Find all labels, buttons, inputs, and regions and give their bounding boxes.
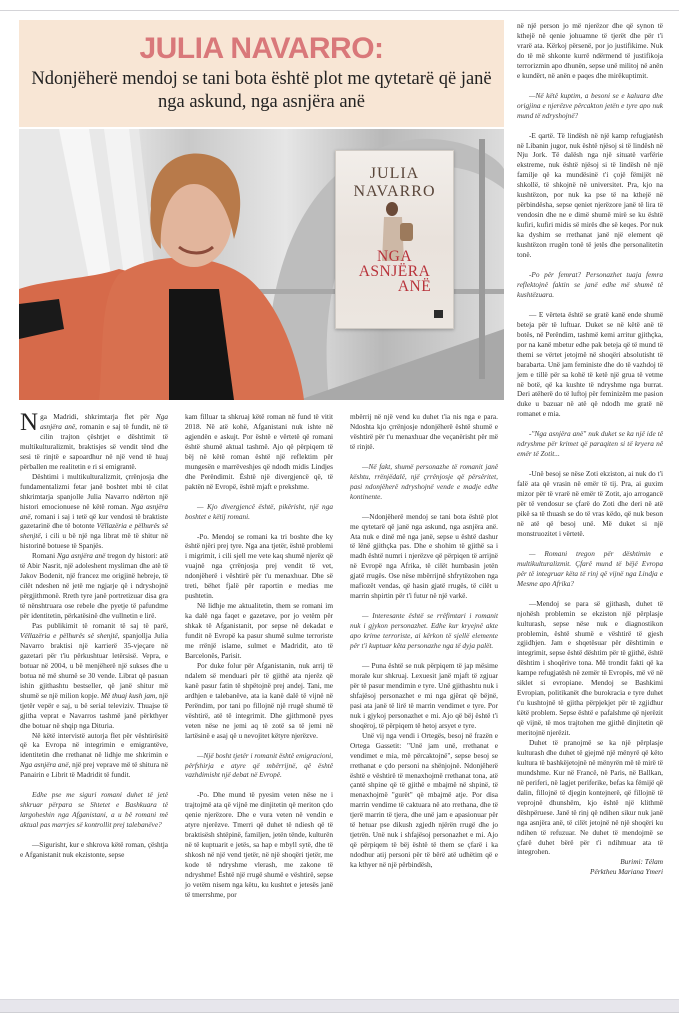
paragraph (20, 472, 168, 552)
book-author-line-2: NAVARRO (353, 183, 436, 200)
interview-question: — Kjo divergjencë është, pikërisht, një nga boshtet e këtij romani. (185, 501, 333, 521)
text: , romanin e saj të fundit, në të cilin trajton çështjet e dështimit të multikulturalizmit, braktisjes së vendit tënd dhe sesi të rinjtë e sapoardhur në një vend të huaj përballen me realitetin e ri si emigrantë. (20, 421, 168, 471)
source-credit: Burimi: Télam (620, 857, 663, 867)
interview-question: — Romani tregon për dështimin e multikulturalizmit. Çfarë mund të bëjë Evropa për të integruar këta të rinj që vijnë nga Lindja e Mesme apo Afrika? (517, 548, 663, 588)
walkway (299, 329, 504, 400)
article-column-4 (517, 21, 663, 877)
text: , spanjollja Julia Navarro braktisi një karrierë 35-vjeçare në gazetari për t'iu përkushtuar letërsisë. Vepra, e botuar në 2004, u bë menjëherë një sukses dhe u botua në më shumë se 30 vende. Librat që pasuan ishin gjithashtu bestseller, që janë shitur më shumë se një milion kopje. (20, 630, 168, 700)
article-column-3 (350, 412, 498, 870)
figure-head (386, 202, 398, 216)
article-column-2 (185, 412, 333, 900)
paragraph (20, 551, 168, 621)
text: , romani i saj i tetë që kur vendosi të braktiste gazetarinë dhe të botonte (20, 511, 168, 531)
interview-answer: Unë vij nga vendi i Ortegës, besoj në frazën e Ortega Gassetit: "Unë jam unë, rrethanat e vendimet e mia, më përcaktojnë", sepse besoj se rrethanat e çdo personi na shënjojnë. Ndonjëherë është e vështirë të menaxhojmë rrethanat tona, atë çantë shpine që të gjithë e mbajmë në shpinë, të menaxhojmë "gurët" që mbajmë atje. Por disa marrin vendime të caktuara në ato rrethana, dhe të tjerë marrin të tjera, dhe unë jam e apasionuar për të hetuar pse dikush zgjedh njërën rrugë dhe jo tjetrën. Unë nuk i shfajësoj personazhet e mi. Ajo që përpiqem të bëj është të them se çfarë i ka ndodhur atij personi për të bërë atë udhëtim që e ka kthyer në një përbindësh, (350, 730, 498, 870)
publisher-logo-icon (434, 310, 443, 318)
intro-paragraph (20, 409, 168, 472)
article-column-1 (20, 409, 168, 860)
interview-answer: —Ndonjëherë mendoj se tani bota është plot me qytetarë që janë nga askund, nga asnjëra anë. Ata nuk e dinë më nga janë, sepse u është dashur të lënë gjithçka pas. Dhe e shohim të gjithë sa i madh është numri i njerëzve që përpiqen të arrijnë në Evropë nga Afrika, të cilët humbasin jetën gjatë rrugës. Ose nëse mbërrijnë shfrytëzohen nga mafiozët vendas, që hasin gjatë rrugës, të cilët u marrin shpirtin për t'i futur në një varkë. (350, 511, 498, 601)
interview-answer: -Po. Mendoj se romani ka tri boshte dhe ky është njëri prej tyre. Nga ana tjetër, është problemi i migrimit, i cili sjell me vete kaq shumë njerëz që vuajnë nga çrrënjosja prej vendit të vet, ndonjëherë i vështirë për t'u menaxhuar. Dhe së treti, bëhet fjalë për raportin e medias me pushtetin. (185, 531, 333, 601)
top-divider (0, 10, 679, 11)
figure-backpack (400, 223, 413, 241)
interview-question: — Interesante është se rrëfimtari i romanit nuk i gjykon personazhet. Edhe kur kryejnë akte apo krime terroriste, ai kërkon të sjellë elemente për t'i kuptuar këta personazhe nga të dyja palët. (350, 611, 498, 651)
bridge-post (479, 139, 485, 379)
book-title-ref: Më thuaj kush jam (100, 690, 156, 700)
interview-answer: në një person jo më njerëzor dhe që synon të kthejë në qenie johuamne të tjerët dhe për t'i vrarë ata. Kërkoj përsenë, por jo justifikime. Nuk do të më shkonte kurrë ndërmend të justifikoja terrorizmin apo dhunën, sepse unë militoj në anën e kundërt, në anën e paqes dhe mirëkuptimit. (517, 21, 663, 80)
headline: JULIA NAVARRO: (139, 32, 384, 65)
subheadline: Ndonjëherë mendoj se tani bota është plot me qytetarë që janë nga askund, nga asnjëra anë (31, 69, 492, 112)
book-title-line-1: NGA (376, 248, 413, 265)
interview-answer: -Unë besoj se nëse Zoti ekziston, ai nuk do t'i falë ata që vrasin në emër të tij. Pra, ai guxim mizor për të vrarë në emër të Zotit, ajo arrogancë për të vendosur se çfarë do Zoti dhe deri në atë pikë sa të thuash se do të vras këdo, që nuk beson në atë që besoj unë. Më duket si një monstruozitet i vërtetë. (517, 469, 663, 538)
interview-answer: mbërrij në një vend ku duhet t'ia nis nga e para. Ndoshta kjo çrrënjosje ndonjëherë është shumë e vështirë për t'u menaxhuar dhe veçanërisht për më të rinjtë. (350, 412, 498, 451)
translator-credit: Përktheu Mariana Ymeri (590, 867, 663, 877)
text: Dështimi i multikulturalizmit, çrrënjosja dhe fundamentalizmi fetar janë boshtet mbi të cilat shkrimtarja spanjolle Julia Navarro ndërton një histori emocionuese në këtë roman. (20, 471, 168, 511)
text: Në këtë intervistë autorja flet për vështirësitë që ka Evropa në integrimin e emigrantëve, identitetin dhe rrethanat në lidhje me shkrimin e (20, 730, 168, 760)
book-author-line-1: JULIA (369, 165, 420, 182)
book-title-ref: Nga asnjëra anë (40, 412, 168, 431)
interview-answer: -E qartë. Të lindësh në një kamp refugjatësh në Libanin jugor, nuk është njësoj si të lindësh në Nju Jork. Të dalësh nga një situatë varfërie ekstreme, nuk është njësoj si të lindësh në një familje që ka mundësinë t'i çojë fëmijët në shkollë, të shkojnë në universitet. Pra, kjo na kushtëzon, por nuk ka pse të na kthejë në përbindësha, sepse qeniet njerëzore janë të lira të vendosin dhe ne e dimë shumë mirë se ku është kufiri, kufiri midis së mirës dhe së keqes. Por nuk ka dyshim se rrethanat janë një element që kushtëzon rrugën tonë të jetës dhe personalitetin tonë. (517, 130, 663, 260)
drop-cap: N (20, 409, 39, 436)
text: , një tjetër vepër e saj, u bë serial televiziv. Thuajse të gjitha veprat e Navarros tashmë janë përkthyer dhe botuar në shqip nga Dituria. (20, 690, 168, 730)
book-title-ref: Nga asnjëra anë (20, 760, 69, 770)
paragraph (20, 731, 168, 781)
text: ga Madridi, shkrimtarja flet për (40, 412, 156, 421)
interview-answer: —Mendoj se para së gjithash, duhet të njohësh problemin se ekziston një përplasje kulturash, sepse nëse nuk e diagnostikon problemin, është shumë e vështirë të gjesh zgjidhjen. Jam e shqetësuar për dështimin e integrimit, sepse është dështim për të gjithë, është dështim i shoqërive tona. Më trondit fakti që ka kampe refugjatësh në zemër të Evropës, më vë në siklet si evropiane. Mendoj se Bashkimi Evropian, politikanët dhe burokracia e tyre duhet t'u kushtojnë të gjitha përpjekjet për të zgjidhur këtë problem. Sepse është e pafalshme që njerëzit që vijnë, të mos trajtohen me gjithë dinjitetin që meritojnë njerëzit. (517, 598, 663, 738)
interview-answer: — E vërteta është se gratë kanë ende shumë beteja për të luftuar. Duket se në këtë anë të botës, në Perëndim, tashmë kemi arritur gjithçka, por na kanë mbetur edhe pak beteja që të mund të themi se vërtet jetojmë në shoqëri absolutisht të barabarta. Unë jam feministe dhe do të vazhdoj të jem e tillë për sa kohë të ketë një grua të vetme në botë, që ka kushte të ndryshme nga burrat. Deri atëherë do të luftoj për feminizëm me pasion duke u bazuar në atë që ndodh me gratë në romanet e mia. (517, 309, 663, 419)
book-title-ref: Vëllazëria e pëlhurës së shenjtë (20, 521, 168, 541)
text: , një prej veprave më të shitura në Panairin e Librit të Madridit të fundit. (20, 760, 168, 780)
interview-answer: kam filluar ta shkruaj këtë roman në fund të vitit 2018. Në atë kohë, Afganistani nuk ishte në agjendën e askujt. Por është e vërtetë që romani është shumë aktual tashmë. Ajo që përpiqem të bëj në këtë roman është një reflektim për mungesën e marrëveshjes që ndodh midis Lindjes dhe Perëndimit. Është një divergjencë që, të paktën në Evropë, është mjaft e prekshme. (185, 412, 333, 491)
interview-question: —Një bosht tjetër i romanit është emigracioni, përfshirja e atyre që mbërrijnë, që është vazhdimisht një debat në Evropë. (185, 750, 333, 780)
book-title-ref: Vëllazëria e pëlhurës së shenjtë (20, 630, 118, 640)
interview-question: -Po për femrat? Personazhet tuaja femra reflektojnë faktin se janë edhe më shumë të kushtëzuara. (517, 269, 663, 299)
interview-answer: -Po. Dhe mund të pyesim veten nëse ne i trajtojmë ata që vijnë me dinjitetin që meriton çdo qenie njerëzore. Dhe e vura veten në vendin e atyre njerëzve. Tmerri që duhet të ndiesh që të braktisësh shtëpinë, familjen, jetën tënde, kulturën në të kuptuarit e jetës, sa hap e mbyll sytë, dhe të shkosh në një vend tjetër, në një shoqëri tjetër, me kode të ndryshme vlerash, me zakone të ndryshme! Është një rrugë shumë e vështirë, sepse jo vetëm nisem nga këtu, ku kushtet e jetesës janë të tmerrshme, por (185, 790, 333, 899)
interview-question: —Në fakt, shumë personazhe të romanit janë kështu, rrënjëdalë, një çrrënjosje që përsëritet, pasi ndonjëherë ndryshojnë vende e madje edhe kontinente. (350, 461, 498, 501)
interview-question: —Në këtë kuptim, a besoni se e kaluara dhe origjina e njerëzve përcakton jetën e tyre apo nuk mund të ndryshojnë? (517, 90, 663, 120)
interview-answer: — Puna është se nuk përpiqem të jap mësime morale kur shkruaj. Lexuesit janë mjaft të zgjuar për të pasur mendimin e tyre. Unë gjithashtu nuk i shfajësoj personazhet e mi nga gjërat që bëjnë, pasi ata janë të lirë të marrin vendimet e tyre. Por nuk i gjykoj personazhet e mi. Ajo që bëj është t'i shoqëroj, të përpiqem të hetoj arsyet e tyre. (350, 661, 498, 730)
interview-answer: —Sigurisht, kur e shkrova këtë roman, çështja e Afganistanit nuk ekzistonte, sepse (20, 840, 168, 860)
text: , i cili u bë një nga librat më të shitur në historinë botuese të Spanjës. (20, 531, 168, 551)
book-title-line-2: ASNJËRA (358, 263, 431, 280)
book-title-ref: Nga asnjëra anë (57, 551, 106, 561)
interview-answer: Duhet të pranojmë se ka një përplasje kulturash dhe duhet të gjejmë një mënyrë që këto kultura të bashkëjetojnë në mënyrën më të mirë të mundshme. Kur në Francë, në Paris, në Ballkan, në periferi, në lagjet periferike, befas ka fëmijë që dalin, fillojnë të djegin kontejnerë, që fillojnë të veprojnë dhunshëm, kjo është një klithmë dëshpëruese. Janë të rinj që ndihen sikur nuk janë nga asnjëra anë, të cilët jetojnë në një shoqëri ku ndihen të refuzuar. Ne duhet të mendojmë se çfarë duhet bërë për t'i ndihmuar ata të integrohen. (517, 738, 663, 857)
book-title-line-3: ANË (397, 278, 432, 295)
book-title (336, 249, 453, 294)
book-title-ref: Nga asnjëra anë (20, 501, 168, 521)
text: Romani (32, 551, 57, 561)
text: Pas publikimit të romanit të saj të parë, (32, 621, 168, 631)
paragraph (20, 621, 168, 730)
page-scrollbar[interactable] (0, 999, 679, 1013)
text: tregon dy histori: atë të Abir Nasrit, një adoleshent mysliman dhe atë të Jakov Bodenit, një francez me origjinë hebreje, të cilët ndeshen në jetë me ngjarje që i ndryshojnë përgjithmonë. Rreth tyre janë portretizuar disa gra të nënshtruara ose rebele dhe pyetje të pafundme për identitetin, përkatësinë dhe vullnetin e lirë. (20, 551, 168, 621)
interview-answer: Por duke folur për Afganistanin, nuk arrij të ndalem së menduari për të gjithë ata njerëz që kanë pasur fatin të shpëtojnë prej andej. Tani, me ardhjen e talebanëve, ata ia kanë dalë të vijnë në Perëndim, por tani po fillojnë një rrugë shumë të vështirë, atë të integrimit. Dhe gjithmonë pyes veten nëse ne jemi aq të zotë sa të jemi në lartësinë e asaj që u nevojitet këtyre njerëzve. (185, 660, 333, 740)
interview-answer: Në lidhje me aktualitetin, them se romani im ka dalë nga faqet e gazetave, por jo vetëm për shkak të Afganistanit, por sepse në dekadat e fundit në Evropë ka pasur shumë sulme terroriste me rrënjë islame, sulmet e Madridit, ato të Barcelonës, Parisit. (185, 601, 333, 660)
interview-question: -"Nga asnjëra anë" nuk duket se ka një ide të ndryshme për krimet që paraqiten si të kryera në emër të Zotit... (517, 429, 663, 459)
article-header (19, 20, 504, 127)
book-cover (335, 150, 454, 329)
interview-question: Edhe pse me siguri romani duhet të jetë shkruar përpara se Shtetet e Bashkuara të largoheshin nga Afganistani, a u bë romani më aktual pas marrjes së kontrollit prej talebanëve? (20, 790, 168, 830)
